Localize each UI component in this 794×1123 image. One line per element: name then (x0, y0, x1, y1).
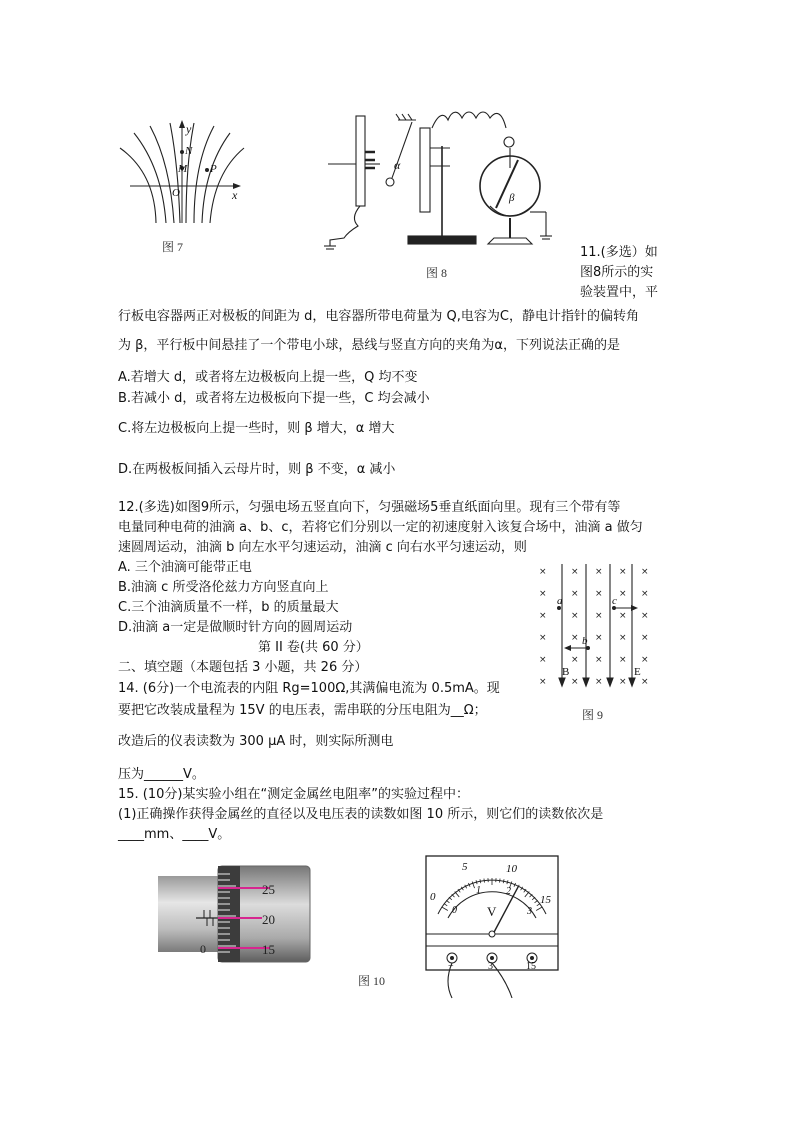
q11-option-c: C.将左边极板向上提一些时，则 β 增大，α 增大 (118, 421, 395, 436)
field-cross-mark: × (595, 589, 603, 599)
q11-option-d: D.在两极板间插入云母片时，则 β 不变，α 减小 (118, 462, 396, 477)
terminal-minus: − (448, 961, 454, 972)
q11-line-2: 为 β，平行板中间悬挂了一个带电小球，悬线与竖直方向的夹角为α，下列说法正确的是 (118, 338, 620, 353)
field-cross-mark: × (539, 567, 547, 577)
fig7-origin: O (172, 187, 180, 199)
fig9-label-c: c (612, 595, 617, 607)
figure-9-field (532, 560, 662, 690)
field-cross-mark: × (539, 633, 547, 643)
field-cross-mark: × (571, 589, 579, 599)
q12-option-a: A. 三个油滴可能带正电 (118, 560, 252, 575)
figure-10-micrometer (156, 862, 316, 966)
fig9-label-b: b (582, 635, 588, 647)
fig7-point-p: P (210, 163, 217, 175)
terminal-3: 3 (488, 961, 493, 972)
field-cross-mark: × (571, 677, 579, 687)
fig7-axis-x: x (232, 188, 238, 202)
part2-title: 第 II 卷(共 60 分） (258, 640, 369, 655)
q12-line-3: 速圆周运动，油滴 b 向左水平匀速运动，油滴 c 向右水平匀速运动，则 (118, 540, 527, 555)
fig9-caption: 图 9 (582, 708, 604, 722)
field-cross-mark: × (641, 633, 649, 643)
fig9-label-b-field: B (562, 666, 570, 678)
figure-8-apparatus (320, 108, 560, 254)
field-cross-mark: × (619, 677, 627, 687)
field-cross-mark: × (595, 655, 603, 665)
q11-option-a: A.若增大 d，或者将左边极板向上提一些，Q 均不变 (118, 370, 418, 385)
field-cross-mark: × (595, 611, 603, 621)
q14-line-2: 要把它改装成量程为 15V 的电压表，需串联的分压电阻为__Ω； (118, 703, 487, 718)
q15-line-2: (1)正确操作获得金属丝的直径以及电压表的读数如图 10 所示，则它们的读数依次是 (118, 807, 604, 822)
field-cross-mark: × (619, 567, 627, 577)
q11-option-b: B.若减小 d，或者将左边极板向下提一些，C 均会减小 (118, 391, 430, 406)
field-cross-mark: × (641, 677, 649, 687)
field-cross-mark: × (641, 567, 649, 577)
fig7-point-n: N (185, 145, 193, 157)
meter-inner-2: 2 (506, 886, 511, 897)
field-cross-mark: × (571, 567, 579, 577)
q14-line-1: 14. (6分)一个电流表的内阻 Rg=100Ω,其满偏电流为 0.5mA。现 (118, 681, 500, 696)
field-cross-mark: × (641, 655, 649, 665)
fig8-label-beta: β (509, 192, 515, 204)
q14-line-3: 改造后的仪表读数为 300 μA 时，则实际所测电 (118, 734, 394, 749)
field-cross-mark: × (619, 633, 627, 643)
q15-line-3: ____mm、____V。 (118, 827, 231, 842)
fig8-label-alpha: α (394, 158, 401, 172)
field-cross-mark: × (571, 633, 579, 643)
q12-line-1: 12.(多选)如图9所示，匀强电场五竖直向下，匀强磁场5垂直纸面向里。现有三个带有等 (118, 500, 621, 515)
fig9-label-a: a (557, 595, 563, 607)
field-cross-mark: × (571, 655, 579, 665)
meter-inner-0: 0 (452, 905, 457, 916)
q11-intro-1: 11.(多选）如 (580, 245, 658, 260)
figure-10-voltmeter (422, 852, 562, 1000)
micrometer-label-20: 20 (262, 912, 275, 927)
field-cross-mark: × (539, 655, 547, 665)
fig10-caption: 图 10 (358, 974, 386, 988)
fig7-point-m: M (178, 163, 188, 175)
fig7-axis-y: y (186, 122, 192, 136)
q14-line-4: 压为______V。 (118, 767, 205, 782)
q12-option-c: C.三个油滴质量不一样，b 的质量最大 (118, 600, 339, 615)
field-cross-mark: × (539, 677, 547, 687)
field-cross-mark: × (595, 567, 603, 577)
field-cross-mark: × (595, 633, 603, 643)
micrometer-label-25: 25 (262, 882, 275, 897)
meter-unit: V (487, 904, 497, 919)
field-cross-mark: × (539, 589, 547, 599)
fig8-caption: 图 8 (426, 266, 448, 280)
micrometer-label-15: 15 (262, 942, 275, 957)
field-cross-mark: × (641, 611, 649, 621)
field-cross-mark: × (595, 677, 603, 687)
field-cross-mark: × (571, 611, 579, 621)
meter-scale-tick (484, 879, 485, 883)
q12-option-d: D.油滴 a一定是做顺时针方向的圆周运动 (118, 620, 353, 635)
q11-intro-2: 图8所示的实 (580, 265, 654, 280)
fig9-label-e-field: E (634, 666, 641, 678)
q12-option-b: B.油滴 c 所受洛伦兹力方向竖直向上 (118, 580, 329, 595)
meter-outer-15: 15 (540, 894, 551, 906)
meter-outer-10: 10 (506, 863, 517, 875)
field-cross-mark: × (619, 611, 627, 621)
meter-outer-0: 0 (430, 891, 436, 903)
fig7-caption: 图 7 (162, 240, 184, 254)
terminal-15: 15 (526, 961, 536, 972)
q15-line-1: 15. (10分)某实验小组在“测定金属丝电阻率”的实验过程中： (118, 787, 469, 802)
field-cross-mark: × (619, 655, 627, 665)
field-cross-mark: × (619, 589, 627, 599)
field-cross-mark: × (539, 611, 547, 621)
part2-section: 二、填空题（本题包括 3 小题，共 26 分） (118, 660, 368, 675)
field-cross-mark: × (641, 589, 649, 599)
q11-intro-3: 验装置中，平 (580, 285, 659, 300)
micrometer-label-zero: 0 (200, 942, 206, 956)
q12-line-2: 电量同种电荷的油滴 a、b、c，若将它们分别以一定的初速度射入该复合场中，油滴 a 做匀 (118, 520, 643, 535)
meter-inner-1: 1 (476, 885, 481, 896)
q11-line-1: 行板电容器两正对极板的间距为 d，电容器所带电荷量为 Q,电容为C，静电计指针的偏转角 (118, 309, 639, 324)
meter-outer-5: 5 (462, 861, 468, 873)
meter-inner-3: 3 (527, 906, 532, 917)
meter-scale-tick (500, 879, 501, 883)
